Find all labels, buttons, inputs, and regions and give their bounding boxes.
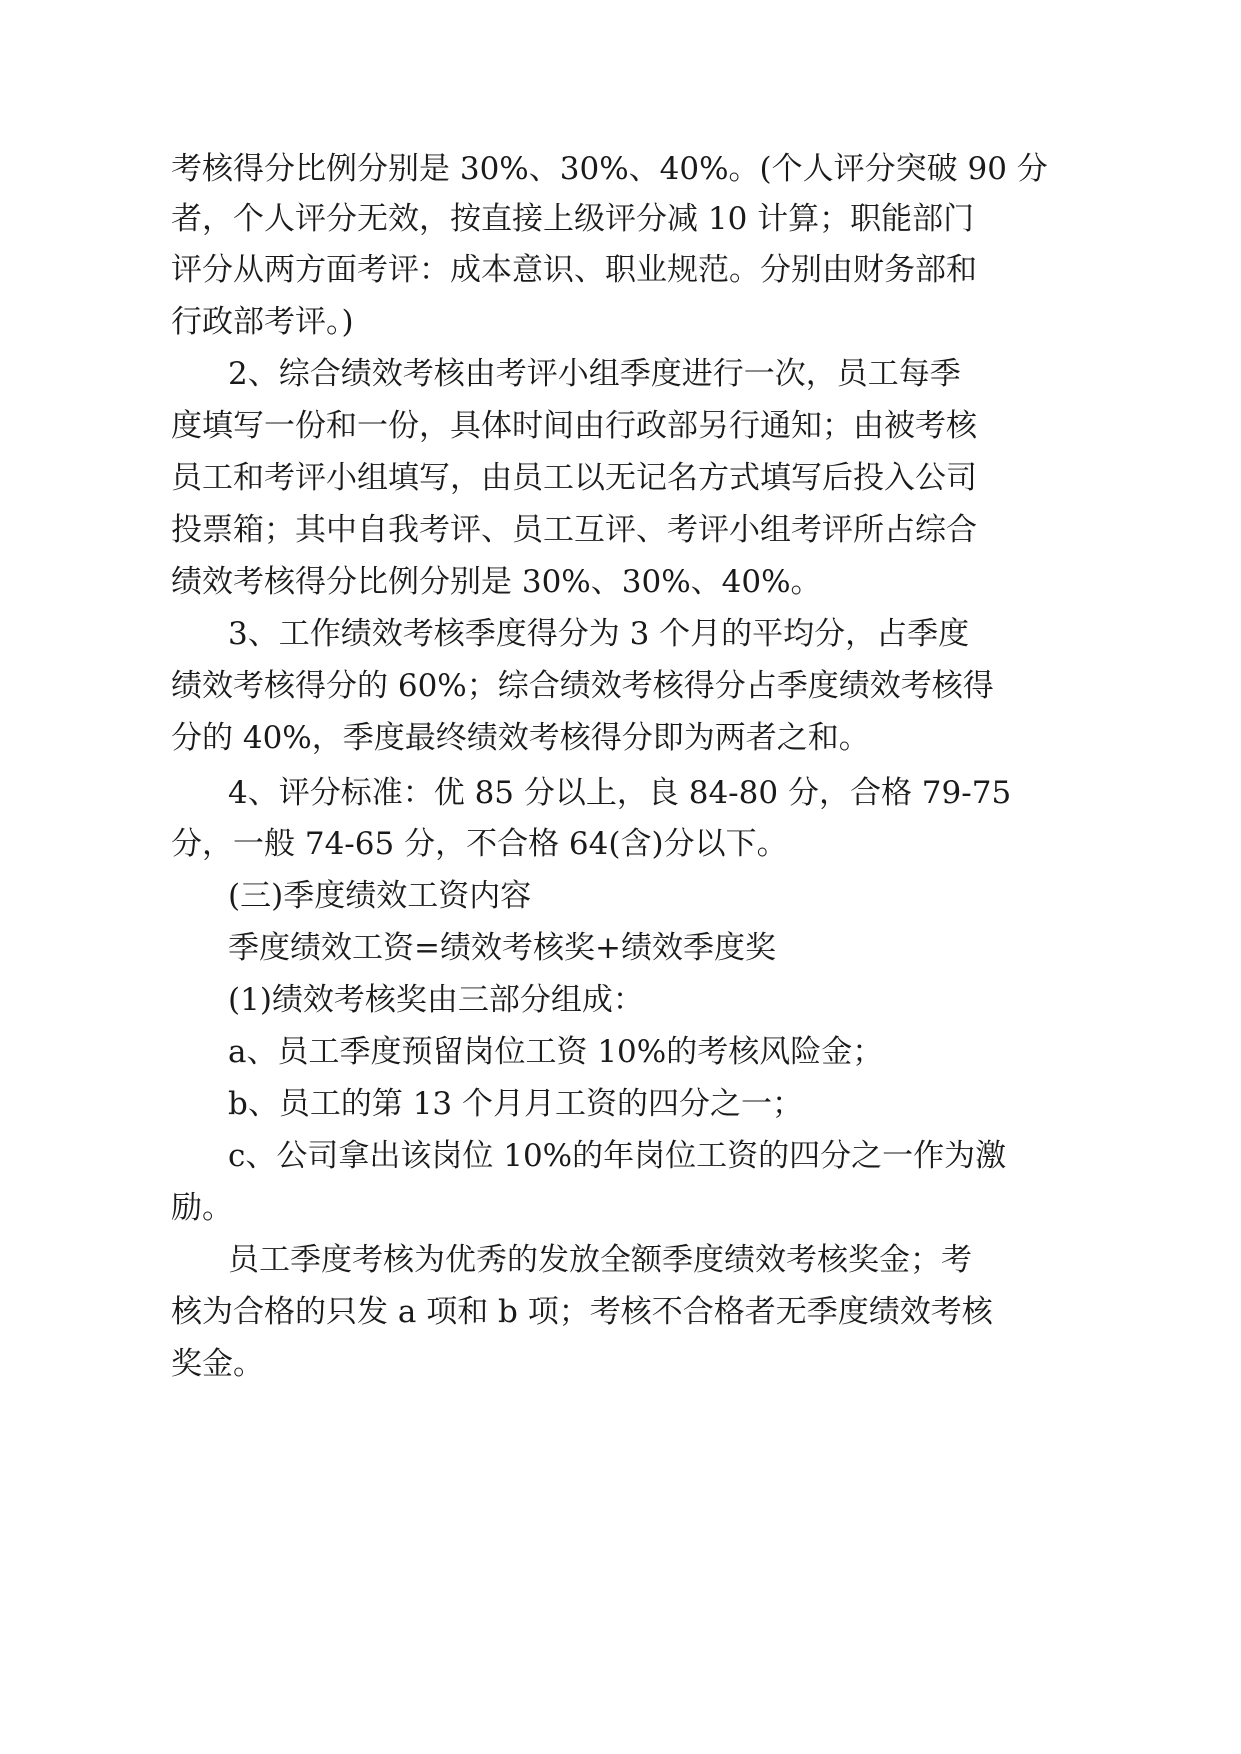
text-line: 2、综合绩效考核由考评小组季度进行一次，员工每季	[228, 356, 961, 392]
text-line: 员工和考评小组填写，由员工以无记名方式填写后投入公司	[171, 460, 977, 496]
text-line: 考核得分比例分别是 30%、30%、40%。(个人评分突破 90 分	[171, 151, 1048, 187]
text-line: 奖金。	[171, 1346, 264, 1382]
text-line: 核为合格的只发 a 项和 b 项；考核不合格者无季度绩效考核	[171, 1294, 993, 1330]
text-line: 分，一般 74-65 分，不合格 64(含)分以下。	[171, 826, 788, 862]
text-line: 季度绩效工资=绩效考核奖+绩效季度奖	[228, 930, 776, 966]
text-line: 3、工作绩效考核季度得分为 3 个月的平均分，占季度	[228, 616, 970, 652]
text-line: (1)绩效考核奖由三部分组成：	[228, 982, 644, 1018]
text-line: 分的 40%，季度最终绩效考核得分即为两者之和。	[171, 720, 870, 756]
text-line: 员工季度考核为优秀的发放全额季度绩效考核奖金；考	[228, 1242, 972, 1278]
text-line: 4、评分标准：优 85 分以上，良 84-80 分，合格 79-75	[228, 775, 1012, 811]
list-item: a、员工季度预留岗位工资 10%的考核风险金；	[228, 1034, 884, 1070]
text-line: 绩效考核得分比例分别是 30%、30%、40%。	[171, 564, 822, 600]
text-line: 度填写一份和一份，具体时间由行政部另行通知；由被考核	[171, 408, 977, 444]
text-line: 评分从两方面考评：成本意识、职业规范。分别由财务部和	[171, 252, 977, 288]
text-line: 者，个人评分无效，按直接上级评分减 10 计算；职能部门	[171, 201, 975, 237]
list-item: b、员工的第 13 个月月工资的四分之一；	[228, 1086, 803, 1122]
text-line: 投票箱；其中自我考评、员工互评、考评小组考评所占综合	[171, 512, 977, 548]
section-heading: (三)季度绩效工资内容	[228, 878, 532, 914]
text-line: 行政部考评。)	[171, 304, 354, 340]
text-line: 励。	[171, 1190, 233, 1226]
text-line: 绩效考核得分的 60%；综合绩效考核得分占季度绩效考核得	[171, 668, 994, 704]
list-item: c、公司拿出该岗位 10%的年岗位工资的四分之一作为激	[228, 1138, 1007, 1174]
